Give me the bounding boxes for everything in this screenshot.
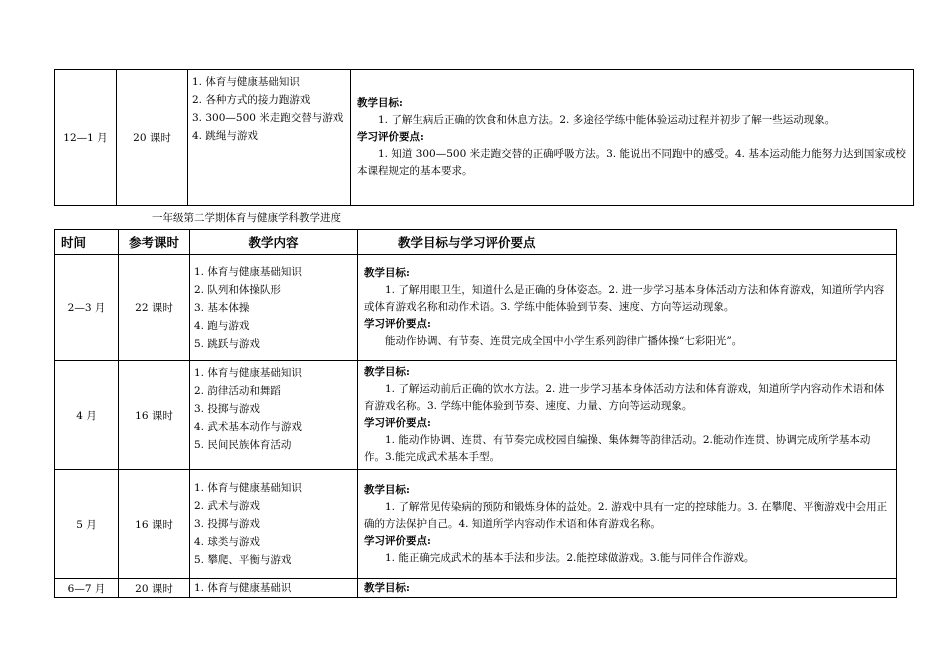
header-time: 时间 [55,230,119,255]
content-cell [188,70,351,206]
hours-cell: 20 课时 [117,70,188,206]
eval-label: 学习评价要点: [364,318,431,330]
hours-cell: 16 课时 [119,470,190,579]
goal-cell [358,579,897,598]
content-item: 4. 跳绳与游戏 [192,130,258,142]
content-item: 3. 300—500 米走跑交替与游戏 [192,112,344,124]
hours-cell: 16 课时 [119,361,190,470]
content-item: 3. 基本体操 [194,301,250,314]
content-cell [190,255,358,361]
content-item: 2. 韵律活动和舞蹈 [194,385,281,397]
goal-cell [358,470,897,579]
eval-text: 1. 能动作协调、连贯、有节奏完成校园自编操、集体舞等韵律活动。2.能动作连贯、协调完成所学基本动作。3.能完成武术基本手型。 [364,434,871,463]
content-item: 2. 队列和体操队形 [194,283,281,296]
content-item: 1. 体育与健康基础知识 [194,482,302,494]
goal-label: 教学目标: [357,97,403,109]
header-content: 教学内容 [190,230,358,255]
hours-cell: 20 课时 [119,579,190,598]
goal-text: 1. 了解用眼卫生，知道什么是正确的身体姿态。2. 进一步学习基本身体活动方法和体育游戏，知道所学内容或体育游戏名称和动作术语。3. 学练中能体验到节奏、速度、方向等运动现象。 [364,284,885,313]
content-item: 1. 体育与健康基础知识 [192,76,300,88]
table-row [55,579,897,598]
content-item: 2. 武术与游戏 [194,500,260,512]
goal-label: 教学目标: [364,366,410,378]
content-item: 2. 各种方式的接力跑游戏 [192,94,311,106]
eval-label: 学习评价要点: [364,534,431,547]
content-item: 5. 攀爬、平衡与游戏 [194,554,292,566]
content-item: 1. 体育与健康基础知识 [194,367,302,379]
content-item: 4. 武术基本动作与游戏 [194,421,302,433]
content-cell [190,470,358,579]
content-item: 5. 跳跃与游戏 [194,337,260,350]
header-hours: 参考课时 [119,230,190,255]
goal-label: 教学目标: [364,581,410,594]
goal-text: 1. 了解运动前后正确的饮水方法。2. 进一步学习基本身体活动方法和体育游戏，知道所学内容动作术语和体育游戏名称。3. 学练中能体验到节奏、速度、力量、方向等运动现象。 [364,383,885,412]
goal-cell [351,70,914,206]
content-item: 3. 投掷与游戏 [194,403,260,415]
table-row [55,470,897,579]
hours-cell: 22 课时 [119,255,190,361]
goal-label: 教学目标: [364,267,410,279]
table-row [55,70,914,206]
content-item: 5. 民间民族体育活动 [194,439,292,451]
goal-text: 1. 了解生病后正确的饮食和休息方法。2. 多途径学练中能体验运动过程并初步了解一些运动现象。 [378,114,836,126]
time-cell: 6—7 月 [55,579,119,598]
time-cell: 4 月 [55,361,119,470]
schedule-table-continuation [54,69,914,206]
goal-text: 1. 了解常见传染病的预防和锻炼身体的益处。2. 游戏中具有一定的控球能力。3. 在攀爬、平衡游戏中会用正确的方法保护自己。4. 知道所学内容动作术语和体育游戏名称。 [364,500,888,530]
goal-label: 教学目标: [364,483,410,496]
goal-cell [358,255,897,361]
time-cell: 2—3 月 [55,255,119,361]
content-cell [190,361,358,470]
content-cell [190,579,358,598]
header-row [55,230,897,255]
eval-text: 1. 能正确完成武术的基本手法和步法。2.能控球做游戏。3.能与同伴合作游戏。 [385,551,755,564]
content-item: 1. 体育与健康基础识 [194,582,292,594]
table-row [55,361,897,470]
schedule-table [54,229,897,598]
eval-text: 能动作协调、有节奏、连贯完成全国中小学生系列韵律广播体操“七彩阳光”。 [385,335,743,347]
goal-cell [358,361,897,470]
content-item: 4. 跑与游戏 [194,319,250,332]
table-row [55,255,897,361]
time-cell: 12—1 月 [55,70,117,206]
content-item: 4. 球类与游戏 [194,536,260,548]
eval-label: 学习评价要点: [357,131,424,143]
content-item: 1. 体育与健康基础知识 [194,265,302,278]
eval-label: 学习评价要点: [364,417,431,429]
header-goal: 教学目标与学习评价要点 [358,230,897,255]
content-item: 3. 投掷与游戏 [194,518,260,530]
eval-text: 1. 知道 300—500 米走跑交替的正确呼吸方法。3. 能说出不同跑中的感受。4. 基本运动能力能努力达到国家或校本课程规定的基本要求。 [357,148,906,177]
time-cell: 5 月 [55,470,119,579]
table-caption: 一年级第二学期体育与健康学科教学进度 [152,212,341,224]
